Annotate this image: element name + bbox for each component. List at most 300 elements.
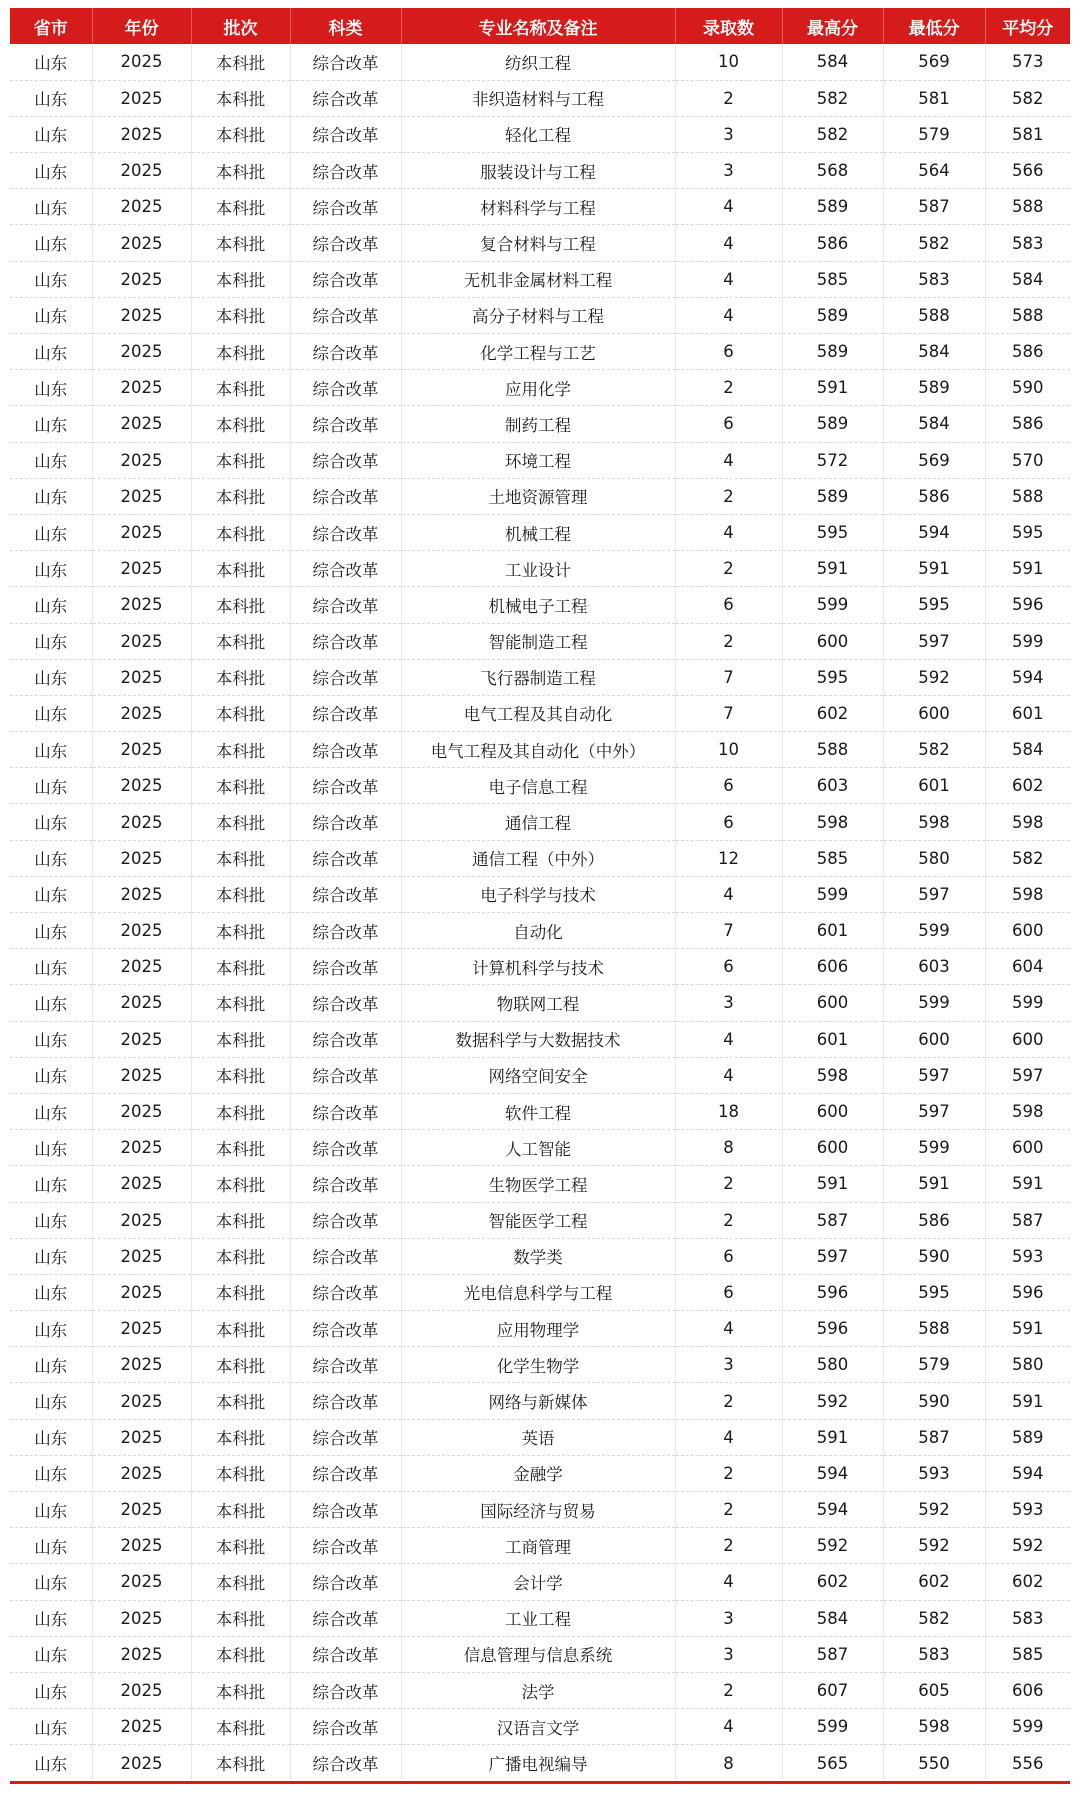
cell-province: 山东 (10, 1166, 92, 1202)
table-header (10, 8, 1070, 44)
cell-admitted-count: 4 (675, 1057, 782, 1093)
table-row (10, 1528, 1070, 1564)
cell-batch: 本科批 (191, 913, 290, 949)
cell-province: 山东 (10, 370, 92, 406)
cell-year: 2025 (92, 695, 191, 731)
cell-avg-score: 586 (985, 334, 1070, 370)
cell-avg-score: 593 (985, 1238, 1070, 1274)
cell-avg-score: 583 (985, 225, 1070, 261)
cell-max-score: 600 (782, 1130, 883, 1166)
cell-major: 电子科学与技术 (401, 876, 675, 912)
cell-avg-score: 596 (985, 587, 1070, 623)
cell-category: 综合改革 (290, 1166, 401, 1202)
table-row (10, 1455, 1070, 1491)
cell-admitted-count: 4 (675, 876, 782, 912)
cell-category: 综合改革 (290, 876, 401, 912)
cell-batch: 本科批 (191, 1130, 290, 1166)
cell-min-score: 597 (883, 1093, 985, 1129)
table-row (10, 153, 1070, 189)
table-body (10, 44, 1070, 1781)
cell-category: 综合改革 (290, 334, 401, 370)
cell-min-score: 584 (883, 334, 985, 370)
table-row (10, 1600, 1070, 1636)
cell-admitted-count: 6 (675, 804, 782, 840)
cell-admitted-count: 6 (675, 334, 782, 370)
cell-province: 山东 (10, 1057, 92, 1093)
cell-batch: 本科批 (191, 442, 290, 478)
header-avg-score: 平均分 (1002, 18, 1054, 39)
cell-admitted-count: 8 (675, 1745, 782, 1781)
cell-major: 非织造材料与工程 (401, 80, 675, 116)
cell-province: 山东 (10, 587, 92, 623)
cell-province: 山东 (10, 153, 92, 189)
cell-province: 山东 (10, 442, 92, 478)
cell-avg-score: 573 (985, 44, 1070, 80)
cell-avg-score: 604 (985, 949, 1070, 985)
cell-batch: 本科批 (191, 225, 290, 261)
cell-admitted-count: 2 (675, 478, 782, 514)
cell-avg-score: 596 (985, 1274, 1070, 1310)
cell-major: 制药工程 (401, 406, 675, 442)
cell-avg-score: 585 (985, 1636, 1070, 1672)
cell-avg-score: 582 (985, 80, 1070, 116)
cell-avg-score: 588 (985, 297, 1070, 333)
cell-min-score: 580 (883, 840, 985, 876)
cell-min-score: 583 (883, 1636, 985, 1672)
cell-min-score: 591 (883, 1166, 985, 1202)
cell-major: 自动化 (401, 913, 675, 949)
cell-year: 2025 (92, 442, 191, 478)
cell-province: 山东 (10, 1564, 92, 1600)
cell-batch: 本科批 (191, 189, 290, 225)
cell-category: 综合改革 (290, 1528, 401, 1564)
cell-batch: 本科批 (191, 587, 290, 623)
cell-avg-score: 584 (985, 261, 1070, 297)
cell-category: 综合改革 (290, 1202, 401, 1238)
cell-year: 2025 (92, 1202, 191, 1238)
cell-max-score: 591 (782, 1166, 883, 1202)
cell-category: 综合改革 (290, 804, 401, 840)
cell-avg-score: 556 (1012, 1753, 1044, 1773)
cell-admitted-count: 2 (675, 1202, 782, 1238)
cell-admitted-count: 4 (675, 514, 782, 550)
cell-batch: 本科批 (191, 1311, 290, 1347)
cell-batch: 本科批 (191, 1455, 290, 1491)
cell-avg-score: 580 (985, 1347, 1070, 1383)
cell-avg-score: 588 (985, 189, 1070, 225)
table-row (10, 985, 1070, 1021)
cell-min-score: 588 (883, 297, 985, 333)
cell-min-score: 590 (883, 1238, 985, 1274)
cell-admitted-count: 12 (675, 840, 782, 876)
cell-avg-score: 598 (985, 804, 1070, 840)
header-major: 专业名称及备注 (401, 8, 675, 44)
cell-year: 2025 (92, 80, 191, 116)
cell-province: 山东 (10, 1238, 92, 1274)
cell-batch: 本科批 (191, 985, 290, 1021)
cell-min-score: 588 (883, 1311, 985, 1347)
cell-category: 综合改革 (290, 1672, 401, 1708)
cell-batch: 本科批 (191, 1274, 290, 1310)
cell-max-score: 598 (782, 804, 883, 840)
cell-avg-score: 599 (985, 1709, 1070, 1745)
table-row (10, 1564, 1070, 1600)
cell-major: 软件工程 (401, 1093, 675, 1129)
cell-max-score: 584 (782, 44, 883, 80)
cell-min-score: 592 (883, 659, 985, 695)
cell-category: 综合改革 (290, 1347, 401, 1383)
cell-max-score: 586 (782, 225, 883, 261)
table-row (10, 80, 1070, 116)
table-row (10, 334, 1070, 370)
cell-batch: 本科批 (191, 768, 290, 804)
cell-major: 智能医学工程 (401, 1202, 675, 1238)
cell-admitted-count: 6 (675, 406, 782, 442)
cell-admitted-count: 6 (675, 1274, 782, 1310)
cell-category: 综合改革 (290, 623, 401, 659)
cell-year: 2025 (92, 804, 191, 840)
cell-min-score: 582 (883, 732, 985, 768)
cell-admitted-count: 2 (675, 1383, 782, 1419)
cell-admitted-count: 3 (675, 1347, 782, 1383)
cell-batch: 本科批 (191, 1383, 290, 1419)
cell-year: 2025 (92, 334, 191, 370)
cell-major: 人工智能 (401, 1130, 675, 1166)
cell-major: 化学生物学 (401, 1347, 675, 1383)
cell-province: 山东 (10, 804, 92, 840)
cell-category: 综合改革 (290, 1564, 401, 1600)
table-row (10, 1709, 1070, 1745)
cell-max-score: 607 (782, 1672, 883, 1708)
cell-max-score: 585 (782, 261, 883, 297)
table-row (10, 551, 1070, 587)
cell-category: 综合改革 (290, 732, 401, 768)
cell-min-score: 600 (883, 695, 985, 731)
cell-province: 山东 (10, 551, 92, 587)
cell-avg-score: 592 (985, 1528, 1070, 1564)
header-max-score: 最高分 (782, 8, 883, 44)
cell-category: 综合改革 (290, 1600, 401, 1636)
cell-province: 山东 (10, 1093, 92, 1129)
cell-batch: 本科批 (191, 116, 290, 152)
cell-avg-score: 591 (985, 551, 1070, 587)
table-bottom-rule (10, 1781, 1070, 1784)
cell-year: 2025 (92, 768, 191, 804)
cell-province: 山东 (10, 514, 92, 550)
cell-max-score: 587 (782, 1636, 883, 1672)
cell-category: 综合改革 (290, 768, 401, 804)
cell-year: 2025 (92, 1600, 191, 1636)
cell-major: 服装设计与工程 (401, 153, 675, 189)
cell-province: 山东 (10, 623, 92, 659)
cell-major: 电子信息工程 (401, 768, 675, 804)
cell-max-score: 591 (782, 551, 883, 587)
cell-major: 通信工程（中外） (401, 840, 675, 876)
table-row (10, 840, 1070, 876)
cell-avg-score: 602 (985, 768, 1070, 804)
cell-avg-score: 581 (985, 116, 1070, 152)
cell-admitted-count: 2 (675, 1455, 782, 1491)
cell-category: 综合改革 (290, 189, 401, 225)
cell-province: 山东 (10, 1745, 92, 1781)
cell-year: 2025 (92, 623, 191, 659)
header-admitted-count: 录取数 (675, 8, 782, 44)
cell-avg-score: 595 (985, 514, 1070, 550)
cell-province: 山东 (10, 1130, 92, 1166)
cell-max-score: 599 (782, 1709, 883, 1745)
cell-batch: 本科批 (191, 1238, 290, 1274)
cell-avg-score: 591 (985, 1311, 1070, 1347)
cell-max-score: 582 (782, 116, 883, 152)
cell-batch: 本科批 (191, 1166, 290, 1202)
cell-major: 智能制造工程 (401, 623, 675, 659)
cell-province: 山东 (10, 478, 92, 514)
cell-max-score: 598 (782, 1057, 883, 1093)
cell-max-score: 596 (782, 1274, 883, 1310)
cell-admitted-count: 4 (675, 261, 782, 297)
cell-province: 山东 (10, 1528, 92, 1564)
cell-major: 英语 (401, 1419, 675, 1455)
cell-min-score: 599 (883, 913, 985, 949)
cell-year: 2025 (92, 406, 191, 442)
table-row (10, 189, 1070, 225)
cell-avg-score: 591 (985, 1166, 1070, 1202)
cell-max-score: 584 (782, 1600, 883, 1636)
cell-category: 综合改革 (290, 44, 401, 80)
cell-admitted-count: 6 (675, 949, 782, 985)
cell-batch: 本科批 (191, 804, 290, 840)
table-row (10, 623, 1070, 659)
cell-max-score: 572 (782, 442, 883, 478)
table-row (10, 1166, 1070, 1202)
cell-admitted-count: 18 (675, 1093, 782, 1129)
table-row (10, 442, 1070, 478)
cell-min-score: 581 (883, 80, 985, 116)
cell-province: 山东 (10, 1600, 92, 1636)
cell-max-score: 580 (782, 1347, 883, 1383)
cell-year: 2025 (92, 949, 191, 985)
cell-admitted-count: 6 (675, 768, 782, 804)
cell-batch: 本科批 (191, 1709, 290, 1745)
cell-major: 网络空间安全 (401, 1057, 675, 1093)
cell-min-score: 595 (883, 1274, 985, 1310)
cell-batch: 本科批 (191, 334, 290, 370)
cell-category: 综合改革 (290, 80, 401, 116)
cell-category: 综合改革 (290, 406, 401, 442)
cell-admitted-count: 4 (675, 297, 782, 333)
cell-max-score: 592 (782, 1528, 883, 1564)
cell-min-score: 586 (883, 478, 985, 514)
cell-major: 复合材料与工程 (401, 225, 675, 261)
cell-major: 通信工程 (401, 804, 675, 840)
cell-batch: 本科批 (191, 623, 290, 659)
cell-admitted-count: 8 (675, 1130, 782, 1166)
cell-major: 物联网工程 (401, 985, 675, 1021)
cell-min-score: 602 (883, 1564, 985, 1600)
cell-min-score: 598 (883, 804, 985, 840)
cell-admitted-count: 3 (675, 1600, 782, 1636)
cell-year: 2025 (92, 659, 191, 695)
cell-category: 综合改革 (290, 659, 401, 695)
cell-batch: 本科批 (191, 1600, 290, 1636)
cell-major: 电气工程及其自动化 (401, 695, 675, 731)
cell-major: 工业设计 (401, 551, 675, 587)
cell-major: 机械工程 (401, 514, 675, 550)
cell-province: 山东 (10, 1202, 92, 1238)
cell-province: 山东 (10, 1492, 92, 1528)
cell-major: 法学 (401, 1672, 675, 1708)
cell-major: 数学类 (401, 1238, 675, 1274)
cell-category: 综合改革 (290, 1057, 401, 1093)
cell-max-score: 568 (782, 153, 883, 189)
admission-score-sheet (10, 8, 1070, 1784)
cell-category: 综合改革 (290, 1636, 401, 1672)
table-row (10, 1311, 1070, 1347)
cell-major: 国际经济与贸易 (401, 1492, 675, 1528)
table-row (10, 514, 1070, 550)
cell-major: 轻化工程 (401, 116, 675, 152)
cell-avg-score: 590 (985, 370, 1070, 406)
cell-province: 山东 (10, 732, 92, 768)
cell-year: 2025 (92, 840, 191, 876)
cell-admitted-count: 2 (675, 370, 782, 406)
cell-year: 2025 (92, 1383, 191, 1419)
cell-admitted-count: 2 (675, 1672, 782, 1708)
table-row (10, 804, 1070, 840)
cell-max-score: 589 (782, 478, 883, 514)
cell-min-score: 601 (883, 768, 985, 804)
cell-major: 网络与新媒体 (401, 1383, 675, 1419)
cell-year: 2025 (92, 1564, 191, 1600)
cell-category: 综合改革 (290, 1093, 401, 1129)
cell-province: 山东 (10, 1021, 92, 1057)
cell-year: 2025 (92, 44, 191, 80)
cell-year: 2025 (92, 1492, 191, 1528)
cell-major: 信息管理与信息系统 (401, 1636, 675, 1672)
cell-batch: 本科批 (191, 514, 290, 550)
cell-year: 2025 (92, 1021, 191, 1057)
cell-major: 生物医学工程 (401, 1166, 675, 1202)
cell-max-score: 597 (782, 1238, 883, 1274)
cell-avg-score: 594 (985, 659, 1070, 695)
cell-year: 2025 (92, 189, 191, 225)
cell-batch: 本科批 (191, 732, 290, 768)
cell-major: 材料科学与工程 (401, 189, 675, 225)
cell-year: 2025 (92, 1672, 191, 1708)
table-row (10, 1492, 1070, 1528)
table-row (10, 225, 1070, 261)
table-row (10, 1419, 1070, 1455)
cell-province: 山东 (10, 225, 92, 261)
cell-min-score: 569 (883, 442, 985, 478)
table-row (10, 116, 1070, 152)
cell-major: 飞行器制造工程 (401, 659, 675, 695)
cell-min-score: 587 (883, 1419, 985, 1455)
cell-admitted-count: 3 (675, 153, 782, 189)
cell-category: 综合改革 (290, 442, 401, 478)
cell-category: 综合改革 (290, 1709, 401, 1745)
cell-min-score: 599 (883, 1130, 985, 1166)
cell-max-score: 601 (782, 913, 883, 949)
cell-batch: 本科批 (191, 1057, 290, 1093)
cell-batch: 本科批 (191, 1492, 290, 1528)
cell-max-score: 602 (782, 1564, 883, 1600)
cell-major: 机械电子工程 (401, 587, 675, 623)
cell-admitted-count: 7 (675, 659, 782, 695)
table-row (10, 1130, 1070, 1166)
cell-min-score: 595 (883, 587, 985, 623)
cell-batch: 本科批 (191, 44, 290, 80)
table-row (10, 1238, 1070, 1274)
cell-max-score: 595 (782, 659, 883, 695)
cell-max-score: 602 (782, 695, 883, 731)
cell-major: 应用物理学 (401, 1311, 675, 1347)
cell-batch: 本科批 (191, 261, 290, 297)
cell-batch: 本科批 (191, 1202, 290, 1238)
cell-admitted-count: 4 (675, 1311, 782, 1347)
table-row (10, 949, 1070, 985)
cell-admitted-count: 7 (675, 695, 782, 731)
cell-category: 综合改革 (290, 261, 401, 297)
cell-avg-score: 600 (985, 913, 1070, 949)
cell-year: 2025 (92, 1057, 191, 1093)
cell-batch: 本科批 (191, 1021, 290, 1057)
cell-max-score: 594 (782, 1492, 883, 1528)
cell-year: 2025 (92, 732, 191, 768)
cell-max-score: 600 (782, 985, 883, 1021)
cell-batch: 本科批 (191, 406, 290, 442)
cell-province: 山东 (10, 1383, 92, 1419)
cell-year: 2025 (92, 1311, 191, 1347)
cell-category: 综合改革 (290, 1130, 401, 1166)
cell-major: 纺织工程 (401, 44, 675, 80)
cell-batch: 本科批 (191, 659, 290, 695)
table-row (10, 1093, 1070, 1129)
cell-avg-score: 598 (985, 876, 1070, 912)
cell-year: 2025 (92, 1709, 191, 1745)
cell-avg-score: 600 (985, 1130, 1070, 1166)
cell-admitted-count: 10 (675, 44, 782, 80)
cell-province: 山东 (10, 659, 92, 695)
cell-admitted-count: 4 (675, 225, 782, 261)
header-row (10, 8, 1070, 44)
cell-admitted-count: 7 (675, 913, 782, 949)
table-row (10, 913, 1070, 949)
cell-admitted-count: 4 (675, 1564, 782, 1600)
cell-min-score: 590 (883, 1383, 985, 1419)
cell-max-score: 589 (782, 334, 883, 370)
cell-major: 汉语言文学 (401, 1709, 675, 1745)
cell-avg-score: 599 (985, 985, 1070, 1021)
header-min-score: 最低分 (883, 8, 985, 44)
cell-max-score: 565 (782, 1745, 883, 1781)
cell-max-score: 594 (782, 1455, 883, 1491)
cell-year: 2025 (92, 1419, 191, 1455)
cell-max-score: 603 (782, 768, 883, 804)
cell-max-score: 585 (782, 840, 883, 876)
cell-year: 2025 (92, 370, 191, 406)
cell-min-score: 579 (883, 116, 985, 152)
table-row (10, 1057, 1070, 1093)
table-row (10, 876, 1070, 912)
cell-avg-score: 606 (985, 1672, 1070, 1708)
cell-batch: 本科批 (191, 1419, 290, 1455)
cell-batch: 本科批 (191, 297, 290, 333)
cell-admitted-count: 6 (675, 1238, 782, 1274)
cell-province: 山东 (10, 44, 92, 80)
cell-min-score: 550 (883, 1745, 985, 1781)
cell-major: 金融学 (401, 1455, 675, 1491)
